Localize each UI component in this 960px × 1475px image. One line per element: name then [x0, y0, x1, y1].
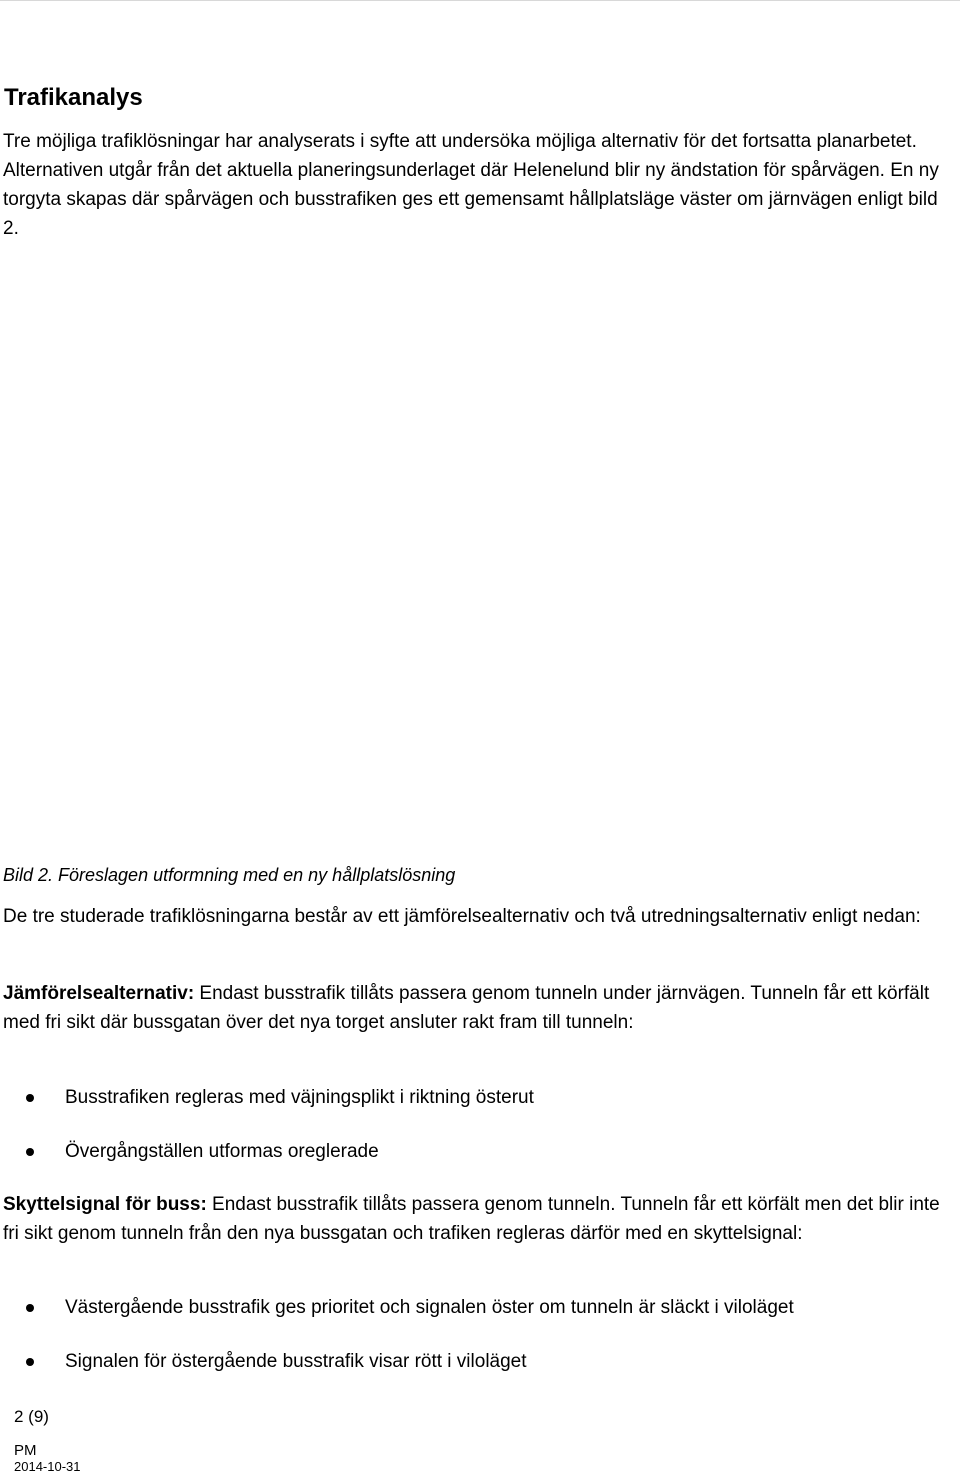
comparison-alternative-text: Endast busstrafik tillåts passera genom tunneln under järnvägen. Tunneln får ett körfält med fri sikt där bussgatan över det nya torget ansluter rakt fram till tunneln:: [3, 983, 930, 1033]
list-item-text: Övergångställen utformas oreglerade: [65, 1141, 379, 1162]
shuttle-signal-list: [0, 1293, 794, 1376]
list-item-text: Västergående busstrafik ges prioritet och signalen öster om tunneln är släckt i viloläget: [65, 1297, 794, 1318]
bullet-icon: [26, 1358, 34, 1366]
intro-paragraph: Tre möjliga trafiklösningar har analyserats i syfte att undersöka möjliga alternativ för det fortsatta planarbetet. Alternativen utgår från det aktuella planeringsunderlaget där Helenelund blir ny ändstation för spårvägen. En ny torgyta skapas där spårvägen och busstrafiken ges ett gemensamt hållplatsläge väster om järnvägen enligt bild 2.: [3, 131, 939, 239]
bullet-icon: [26, 1094, 34, 1102]
list-item: [0, 1293, 794, 1322]
comparison-alternative-list: [0, 1083, 534, 1166]
shuttle-signal-paragraph: [3, 1190, 958, 1248]
bullet-icon: [26, 1304, 34, 1312]
shuttle-signal-heading: Skyttelsignal för buss:: [3, 1194, 207, 1215]
figure-placeholder: [3, 262, 943, 832]
alternatives-intro-paragraph: De tre studerade trafiklösningarna består av ett jämförelsealternativ och två utredningsalternativ enligt nedan:: [3, 906, 921, 927]
list-item: [0, 1347, 794, 1376]
shuttle-signal-text: Endast busstrafik tillåts passera genom tunneln. Tunneln får ett körfält men det blir inte fri sikt genom tunneln från den nya bussgatan och trafiken regleras därför med en skyttelsignal:: [3, 1194, 940, 1244]
list-item: [0, 1137, 534, 1166]
footer-doc-type: PM: [14, 1442, 37, 1459]
page-number: 2 (9): [14, 1407, 49, 1426]
page-top-border: [0, 0, 960, 4]
list-item-text: Signalen för östergående busstrafik visar rött i viloläget: [65, 1351, 527, 1372]
comparison-alternative-paragraph: [3, 979, 948, 1037]
footer-date: 2014-10-31: [14, 1459, 81, 1474]
figure-caption: Bild 2. Föreslagen utformning med en ny hållplatslösning: [3, 865, 456, 885]
list-item-text: Busstrafiken regleras med väjningsplikt i riktning österut: [65, 1087, 534, 1108]
comparison-alternative-heading: Jämförelsealternativ:: [3, 983, 195, 1004]
bullet-icon: [26, 1148, 34, 1156]
page-title: Trafikanalys: [4, 84, 143, 111]
list-item: [0, 1083, 534, 1112]
